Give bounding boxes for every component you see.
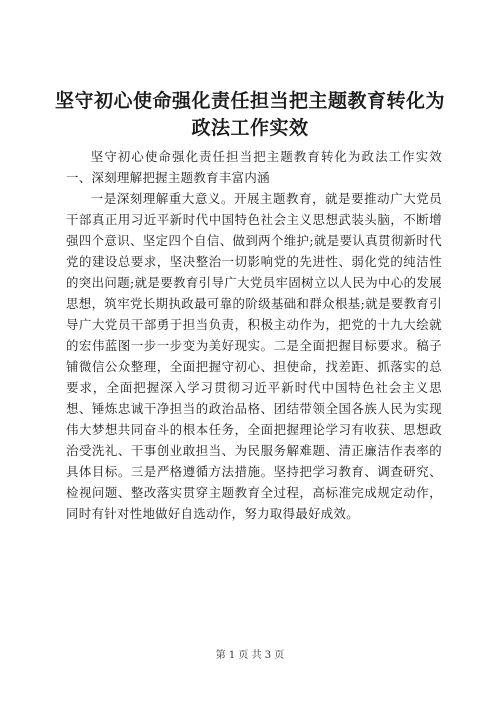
paragraph-main: 一是深刻理解重大意义。开展主题教育，就是要推动广大党员干部真正用习近平新时代中国特色社会主义思想武装头脑，不断增强四个意识、坚定四个自信、做到两个维护;就是要认真贯彻新时代党的建设总要求，坚决整治一切影响党的先进性、弱化党的纯洁性的突出问题;就是要教育引导广大党员牢固树立以人民为中心的发展思想，筑牢党长期执政最可靠的阶级基础和群众根基;就是要教育引导广大党员干部勇于担当负责，积极主动作为，把党的十九大绘就的宏伟蓝图一步一步变为美好现实。二是全面把握目标要求。稿子铺微信公众整理，全面把握守初心、担使命，找差距、抓落实的总要求，全面把握深入学习贯彻习近平新时代中国特色社会主义思想、锤炼忠诚干净担当的政治品格、团结带领全国各族人民为实现伟大梦想共同奋斗的根本任务，全面把握理论学习有收获、思想政治受洗礼、干事创业敢担当、为民服务解难题、清正廉洁作表率的具体目标。三是严格遵循方法措施。坚持把学习教育、调查研究、检视问题、整改落实贯穿主题教育全过程，高标准完成规定动作，同时有针对性地做好自选动作，努力取得最好成效。	[66, 191, 442, 521]
document-title	[40, 88, 460, 142]
title-line-1: 坚守初心使命强化责任担当把主题教育转化为	[54, 90, 445, 112]
document-body	[66, 146, 442, 524]
paragraph-intro: 坚守初心使命强化责任担当把主题教育转化为政法工作实效一、深刻理解把握主题教育丰富内涵	[66, 149, 442, 185]
title-line-2: 政法工作实效	[191, 117, 309, 139]
page-number-label: 第 1 页 共 3 页	[215, 650, 285, 661]
page-footer	[0, 649, 500, 663]
